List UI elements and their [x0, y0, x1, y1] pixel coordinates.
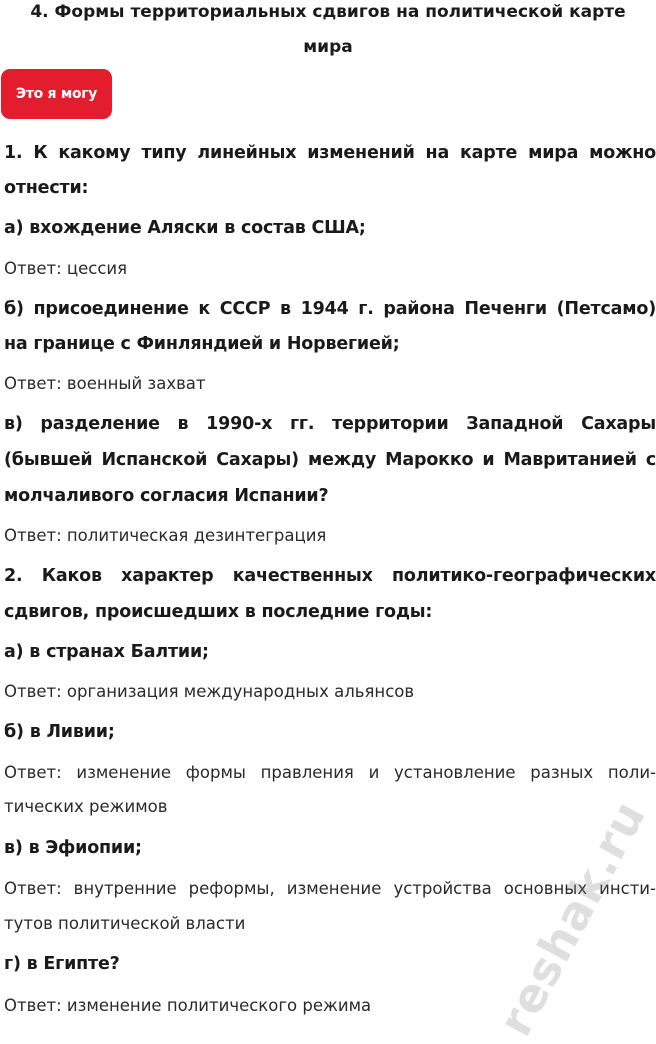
answer-2b-line-2: тических режимов: [4, 797, 168, 816]
question-2-line-1: 2. Каков характер качественных политико-географических: [4, 566, 656, 586]
question-1-line-1: 1. К какому типу линейных изменений на карте мира можно: [4, 143, 656, 163]
answer-2c-line-2: тутов политической власти: [4, 914, 246, 933]
skill-badge: Это я могу: [1, 69, 112, 119]
question-1c-line-3: молчаливого согласия Испании?: [4, 486, 329, 506]
site-watermark: reshak.ru: [487, 791, 656, 1044]
question-2c: в) в Эфиопии;: [4, 838, 142, 858]
answer-1c: Ответ: политическая дезинтеграция: [4, 526, 327, 545]
question-1b-line-1: б) присоединение к СССР в 1944 г. района Печенги (Петсамо): [4, 299, 656, 319]
answer-1b: Ответ: военный захват: [4, 374, 206, 393]
question-2d: г) в Египте?: [4, 954, 120, 974]
answer-1a: Ответ: цессия: [4, 259, 128, 278]
question-2-line-2: сдвигов, происшедших в последние годы:: [4, 602, 433, 622]
question-2a: а) в странах Балтии;: [4, 642, 209, 662]
answer-2b-line-1: Ответ: изменение формы правления и установление разных поли-: [4, 763, 656, 782]
question-1-line-2: отнести:: [4, 178, 89, 198]
question-1c-line-2: (бывшей Испанской Сахары) между Марокко и Мавританией с: [4, 450, 656, 470]
answer-2c-line-1: Ответ: внутренние реформы, изменение устройства основных инсти-: [4, 879, 656, 898]
answer-2a: Ответ: организация международных альянсов: [4, 682, 415, 701]
page-title-line-2: мира: [303, 37, 353, 57]
question-2b: б) в Ливии;: [4, 722, 115, 742]
question-1c-line-1: в) разделение в 1990-х гг. территории Западной Сахары: [4, 414, 656, 434]
page-title-line-1: 4. Формы территориальных сдвигов на политической карте: [30, 2, 626, 22]
question-1b-line-2: на границе с Финляндией и Норвегией;: [4, 334, 400, 354]
question-1a: а) вхождение Аляски в состав США;: [4, 218, 366, 238]
answer-2d: Ответ: изменение политического режима: [4, 996, 372, 1015]
